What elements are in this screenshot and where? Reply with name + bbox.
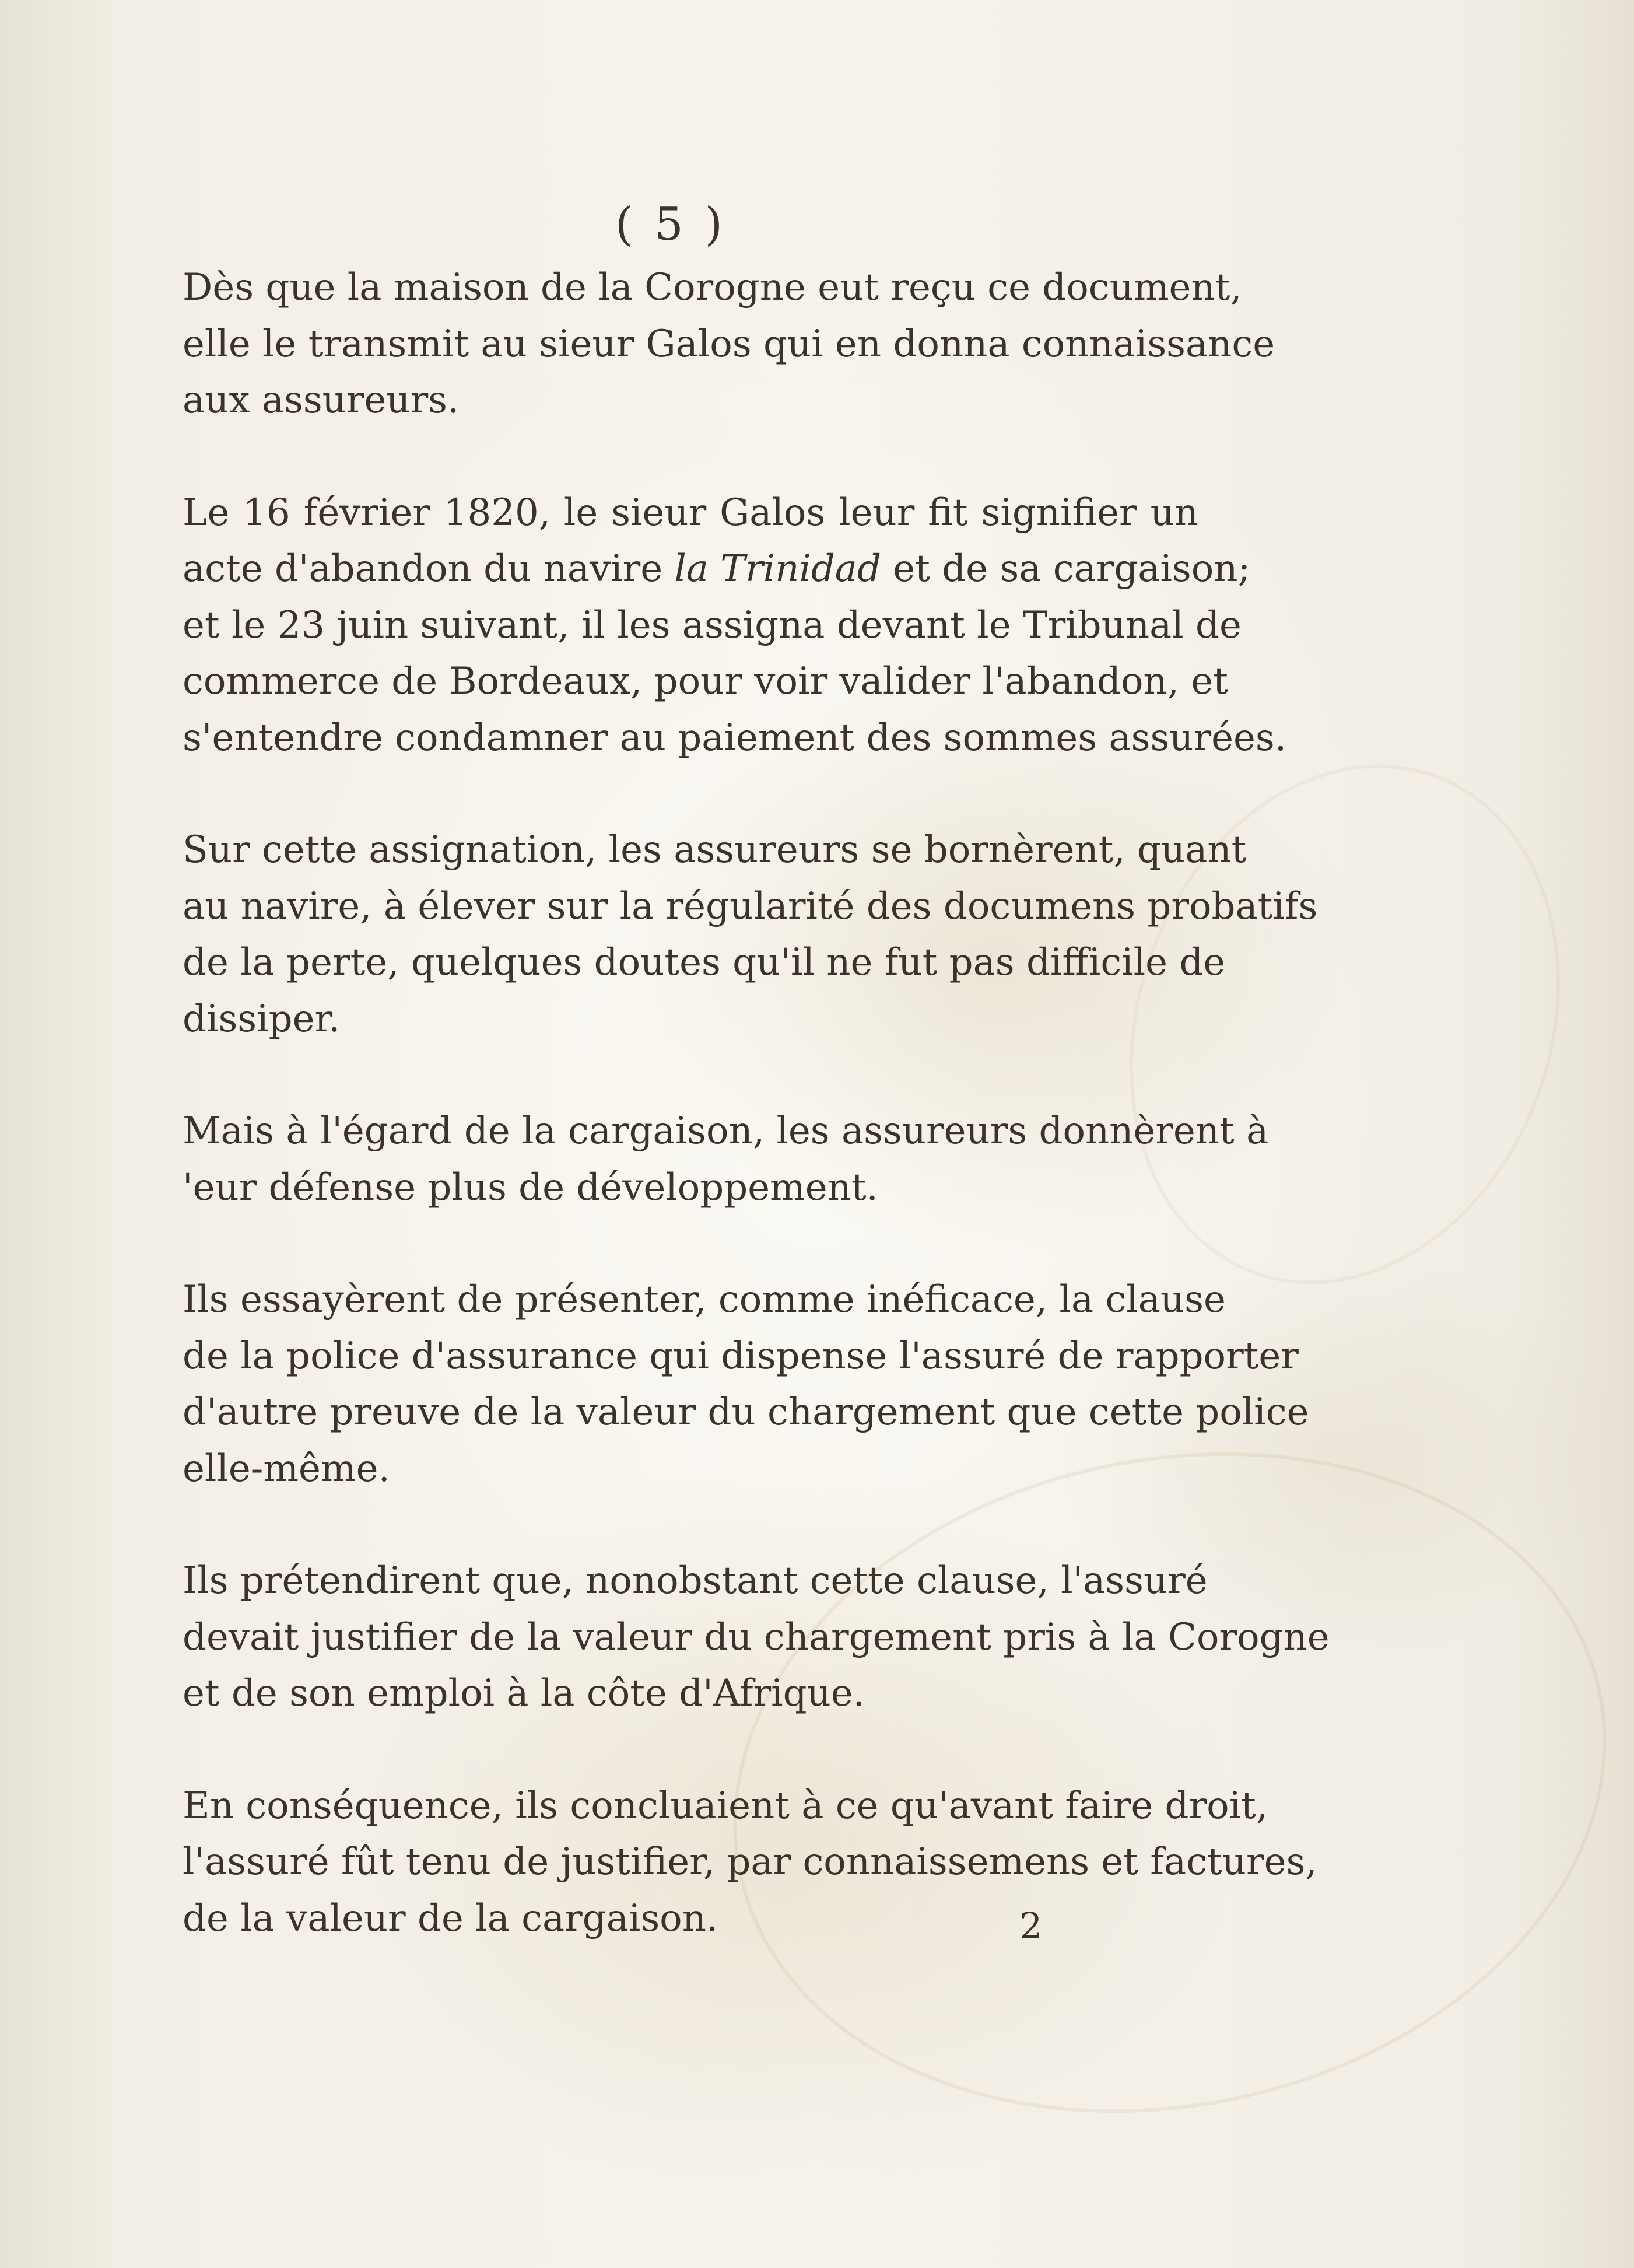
text-line: et de son emploi à la côte d'Afrique. bbox=[183, 1672, 865, 1715]
text-line: aux assureurs. bbox=[183, 379, 460, 422]
text-line: Le 16 février 1820, le sieur Galos leur fit signifier un bbox=[183, 491, 1198, 534]
text-line: Mais à l'égard de la cargaison, les assureurs donnèrent à bbox=[183, 1110, 1269, 1153]
text-line: Ils prétendirent que, nonobstant cette clause, l'assuré bbox=[183, 1559, 1208, 1602]
text-line: de la perte, quelques doutes qu'il ne fut pas difficile de bbox=[183, 941, 1226, 984]
text-line: commerce de Bordeaux, pour voir valider l'abandon, et bbox=[183, 660, 1228, 703]
text-line bbox=[155, 541, 1251, 597]
text-line: dissiper. bbox=[183, 997, 341, 1041]
paragraph bbox=[155, 260, 1275, 429]
signature-mark: 2 bbox=[1019, 1905, 1043, 1947]
text-line: devait justifier de la valeur du chargement pris à la Corogne bbox=[183, 1615, 1330, 1659]
text-line: elle-même. bbox=[183, 1447, 390, 1490]
page-number: ( 5 ) bbox=[615, 198, 727, 251]
text-fragment: et de sa cargaison; bbox=[893, 547, 1251, 590]
text-line: 'eur défense plus de développement. bbox=[183, 1166, 878, 1209]
paragraph bbox=[155, 485, 1287, 766]
text-line: de la valeur de la cargaison. bbox=[183, 1896, 718, 1940]
paragraph bbox=[155, 1272, 1309, 1497]
ship-name: la Trinidad bbox=[674, 547, 881, 590]
text-line: Ils essayèrent de présenter, comme inéficace, la clause bbox=[183, 1278, 1226, 1321]
paragraph bbox=[155, 1103, 1269, 1216]
text-line: En conséquence, ils concluaient à ce qu'avant faire droit, bbox=[183, 1784, 1268, 1828]
text-line: s'entendre condamner au paiement des sommes assurées. bbox=[183, 716, 1287, 760]
text-line: d'autre preuve de la valeur du chargement que cette police bbox=[183, 1391, 1309, 1434]
text-line: au navire, à élever sur la régularité des documens probatifs bbox=[183, 884, 1318, 928]
text-fragment: acte d'abandon du navire bbox=[183, 547, 663, 590]
text-line: Dès que la maison de la Corogne eut reçu ce document, bbox=[183, 266, 1242, 309]
text-line: elle le transmit au sieur Galos qui en donna connaissance bbox=[183, 322, 1275, 366]
paragraph bbox=[155, 822, 1318, 1047]
text-line: Sur cette assignation, les assureurs se bornèrent, quant bbox=[183, 828, 1247, 872]
body-text bbox=[155, 260, 1330, 2003]
text-line: l'assuré fût tenu de justifier, par connaissemens et factures, bbox=[183, 1840, 1317, 1884]
text-line: de la police d'assurance qui dispense l'assuré de rapporter bbox=[183, 1334, 1299, 1378]
paragraph bbox=[155, 1553, 1330, 1722]
text-line: et le 23 juin suivant, il les assigna devant le Tribunal de bbox=[183, 603, 1242, 647]
